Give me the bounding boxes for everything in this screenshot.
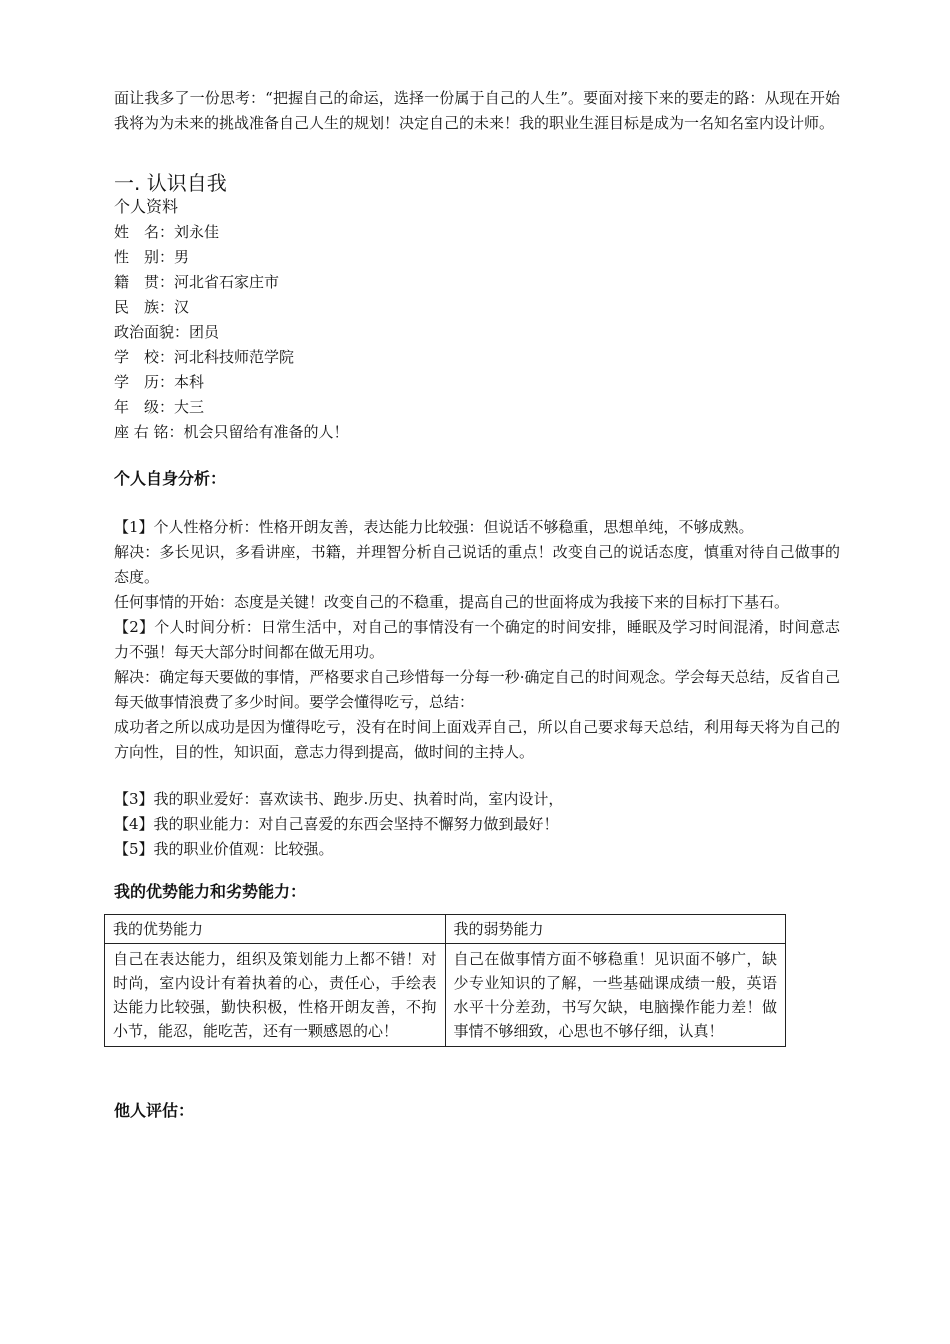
career-values: 【5】我的职业价值观：比较强。 — [114, 840, 334, 858]
profile-row-motto — [114, 420, 840, 445]
profile-label: 民 族： — [114, 298, 175, 316]
table-row — [105, 944, 786, 1047]
profile-row-school — [114, 345, 840, 370]
profile-label: 座 右 铭： — [114, 423, 184, 441]
profile-row-grade — [114, 395, 840, 420]
document-page — [114, 86, 840, 1123]
success-note: 成功者之所以成功是因为懂得吃亏，没有在时间上面戏弄自己，所以自己要求每天总结，利用每天将为自己的方向性，目的性，知识面，意志力得到提高，做时间的主持人。 — [114, 718, 840, 761]
self-analysis-heading: 个人自身分析： — [114, 469, 227, 488]
table-header-row — [105, 915, 786, 944]
personality-analysis: 【1】个人性格分析：性格开朗友善，表达能力比较强：但说话不够稳重，思想单纯，不够成熟。 — [114, 518, 754, 536]
career-ability: 【4】我的职业能力：对自己喜爱的东西会坚持不懈努力做到最好！ — [114, 815, 559, 833]
intro-paragraph: 面让我多了一份思考：“把握自己的命运，选择一份属于自己的人生”。要面对接下来的要走的路：从现在开始我将为为未来的挑战准备自己人生的规划！决定自己的未来！我的职业生涯目标是成为一名知名室内设计师。 — [114, 89, 840, 132]
profile-row-gender — [114, 245, 840, 270]
profile-label: 学 历： — [114, 373, 175, 391]
career-hobby: 【3】我的职业爱好：喜欢读书、跑步.历史、执着时尚，室内设计， — [114, 790, 564, 808]
profile-label: 姓 名： — [114, 223, 175, 241]
weaknesses-cell: 自己在做事情方面不够稳重！见识面不够广，缺少专业知识的了解，一些基础课成绩一般，英语水平十分差劲，书写欠缺，电脑操作能力差！做事情不够细致，心思也不够仔细，认真！ — [445, 944, 786, 1047]
profile-row-education — [114, 370, 840, 395]
section-title: 一. 认识自我 — [114, 171, 227, 195]
attitude-note: 任何事情的开始：态度是关键！改变自己的不稳重，提高自己的世面将成为我接下来的目标打下基石。 — [114, 593, 790, 611]
profile-value: 团员 — [189, 323, 220, 341]
profile-label: 政治面貌： — [114, 323, 190, 341]
profile-row-name — [114, 220, 840, 245]
profile-value: 河北省石家庄市 — [174, 273, 280, 291]
personality-solution: 解决：多长见识，多看讲座，书籍，并理智分析自己说话的重点！改变自己的说话态度，慎重对待自己做事的态度。 — [114, 543, 840, 586]
profile-value: 大三 — [174, 398, 205, 416]
profile-list — [114, 220, 840, 445]
profile-value: 机会只留给有准备的人！ — [183, 423, 349, 441]
abilities-table — [104, 914, 786, 1047]
profile-value: 汉 — [174, 298, 190, 316]
abilities-heading: 我的优势能力和劣势能力： — [114, 882, 307, 901]
strengths-cell: 自己在表达能力，组织及策划能力上都不错！对时尚，室内设计有着执着的心，责任心，手绘表达能力比较强，勤快积极，性格开朗友善，不拘小节，能忍，能吃苦，还有一颗感恩的心！ — [105, 944, 446, 1047]
time-analysis: 【2】个人时间分析：日常生活中，对自己的事情没有一个确定的时间安排，睡眠及学习时间混淆，时间意志力不强！每天大部分时间都在做无用功。 — [114, 618, 840, 661]
profile-label: 学 校： — [114, 348, 175, 366]
profile-value: 刘永佳 — [174, 223, 220, 241]
profile-label: 年 级： — [114, 398, 175, 416]
profile-value: 男 — [174, 248, 190, 266]
profile-value: 河北科技师范学院 — [174, 348, 295, 366]
time-solution: 解决：确定每天要做的事情，严格要求自己珍惜每一分每一秒·确定自己的时间观念。学会每天总结，反省自己每天做事情浪费了多少时间。要学会懂得吃亏，总结： — [114, 668, 840, 711]
section-subtitle: 个人资料 — [114, 197, 179, 216]
weaknesses-header: 我的弱势能力 — [445, 915, 786, 944]
profile-row-political-status — [114, 320, 840, 345]
profile-row-hometown — [114, 270, 840, 295]
strengths-header: 我的优势能力 — [105, 915, 446, 944]
profile-label: 籍 贯： — [114, 273, 175, 291]
profile-row-ethnicity — [114, 295, 840, 320]
others-evaluation-heading: 他人评估： — [114, 1101, 195, 1120]
profile-value: 本科 — [174, 373, 205, 391]
profile-label: 性 别： — [114, 248, 175, 266]
